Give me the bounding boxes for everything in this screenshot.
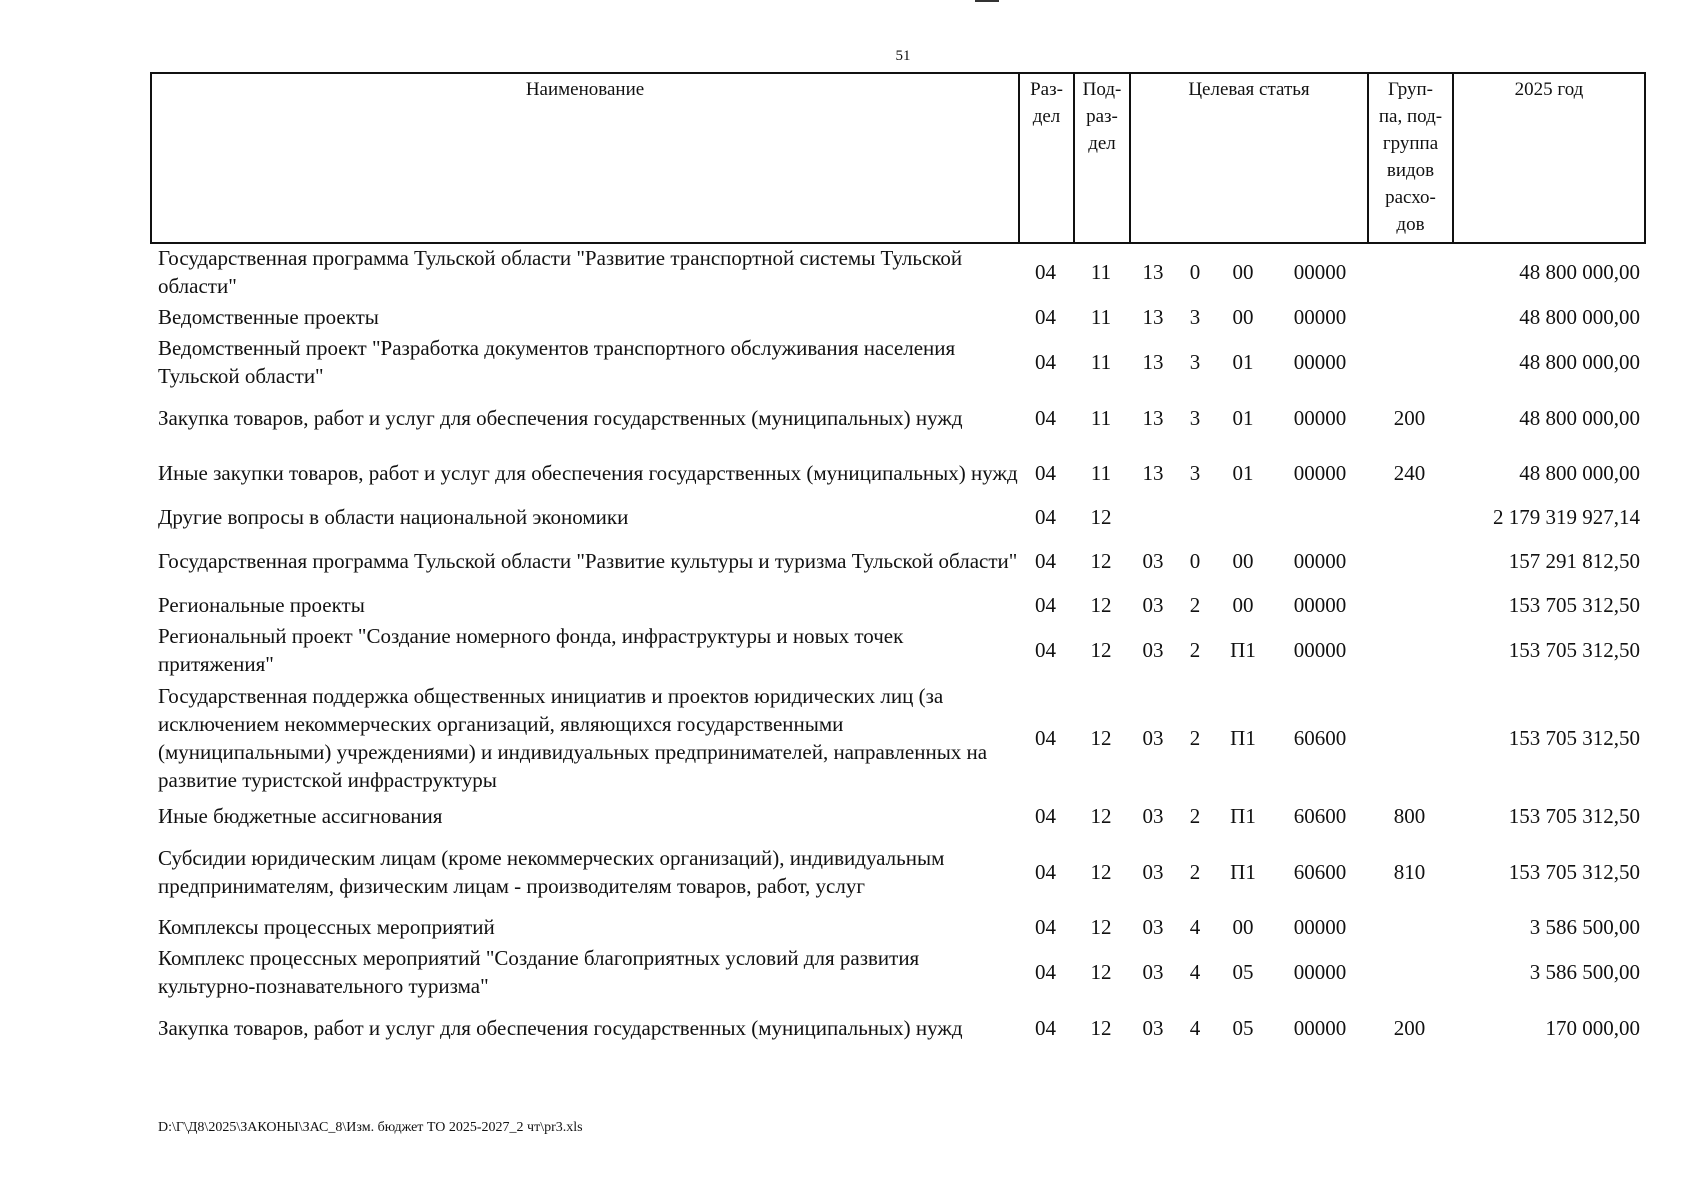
row-razdel: 04 [1035, 260, 1056, 284]
row-podrazdel: 12 [1090, 593, 1112, 617]
row-target-event: П1 [1230, 638, 1256, 662]
row-podrazdel: 12 [1090, 726, 1112, 750]
table-row [152, 678, 1644, 798]
row-amount: 170 000,00 [1545, 1016, 1640, 1040]
row-amount: 48 800 000,00 [1519, 406, 1640, 430]
row-expense-group [1367, 534, 1452, 588]
row-expense-group: 200 [1393, 1016, 1426, 1040]
row-target-type: 0 [1189, 549, 1201, 573]
row-amount: 157 291 812,50 [1508, 549, 1640, 573]
header-target-article: Целевая статья [1130, 73, 1368, 243]
row-podrazdel: 11 [1090, 260, 1112, 284]
row-target-program: 03 [1142, 638, 1164, 662]
row-target-program: 03 [1142, 726, 1164, 750]
row-amount: 48 800 000,00 [1519, 260, 1640, 284]
row-podrazdel: 11 [1090, 461, 1112, 485]
row-razdel: 04 [1035, 549, 1056, 573]
row-target-direction: 00000 [1293, 593, 1347, 617]
row-target-event: 05 [1232, 960, 1254, 984]
row-name: Закупка товаров, работ и услуг для обеспечения государственных (муниципальных) нужд [158, 406, 963, 430]
table-row [152, 622, 1644, 678]
row-name: Комплексы процессных мероприятий [158, 915, 495, 939]
row-target-program: 03 [1142, 1016, 1164, 1040]
row-target-program: 13 [1142, 350, 1164, 374]
row-razdel: 04 [1035, 960, 1056, 984]
row-amount: 2 179 319 927,14 [1493, 505, 1640, 529]
row-razdel: 04 [1035, 638, 1056, 662]
row-name: Комплекс процессных мероприятий "Создание благоприятных условий для развития культурно-познавательного туризма" [158, 946, 920, 998]
row-expense-group [1367, 910, 1452, 944]
row-amount: 48 800 000,00 [1519, 461, 1640, 485]
row-amount: 48 800 000,00 [1519, 350, 1640, 374]
row-amount: 153 705 312,50 [1508, 593, 1640, 617]
row-name: Государственная программа Тульской области "Развитие транспортной системы Тульской области" [158, 246, 963, 298]
table-row [152, 300, 1644, 334]
row-name: Субсидии юридическим лицам (кроме некоммерческих организаций), индивидуальным предпринимателям, физическим лицам - производителям товаров, работ, услуг [158, 846, 945, 898]
row-name: Ведомственный проект "Разработка документов транспортного обслуживания населения Тульской области" [158, 336, 956, 388]
row-podrazdel: 12 [1090, 860, 1112, 884]
row-podrazdel: 12 [1090, 960, 1112, 984]
row-podrazdel: 11 [1090, 406, 1112, 430]
row-expense-group [1367, 500, 1452, 534]
table-row [152, 588, 1644, 622]
row-expense-group [1367, 300, 1452, 334]
row-target-program: 03 [1142, 960, 1164, 984]
row-podrazdel: 11 [1090, 350, 1112, 374]
row-target-event: 00 [1232, 915, 1254, 939]
budget-table [152, 244, 1644, 1056]
row-expense-group: 200 [1393, 406, 1426, 430]
row-target-program: 13 [1142, 260, 1164, 284]
row-name: Ведомственные проекты [158, 305, 379, 329]
row-target-program: 03 [1142, 804, 1164, 828]
row-target-type: 3 [1189, 461, 1201, 485]
row-razdel: 04 [1035, 505, 1056, 529]
row-target-event: 01 [1232, 461, 1254, 485]
row-target-program: 13 [1142, 461, 1164, 485]
row-podrazdel: 12 [1090, 638, 1112, 662]
table-row [152, 910, 1644, 944]
row-target-program: 03 [1142, 860, 1164, 884]
page-number: 51 [895, 48, 911, 64]
table-row [152, 446, 1644, 500]
table-row [152, 944, 1644, 1000]
row-target-program: 03 [1142, 549, 1164, 573]
row-expense-group [1367, 622, 1452, 678]
header-expense-group: Груп- па, под- группа видов расхо- дов [1368, 73, 1453, 243]
row-podrazdel: 11 [1090, 305, 1112, 329]
row-target-type: 2 [1189, 638, 1201, 662]
row-razdel: 04 [1035, 726, 1056, 750]
row-amount: 153 705 312,50 [1508, 860, 1640, 884]
row-target-direction: 00000 [1293, 461, 1347, 485]
row-target-event: П1 [1230, 804, 1256, 828]
row-razdel: 04 [1035, 305, 1056, 329]
row-target-direction: 00000 [1293, 960, 1347, 984]
row-target-type [1177, 500, 1213, 534]
row-target-type: 3 [1189, 350, 1201, 374]
row-name: Региональный проект "Создание номерного фонда, инфраструктуры и новых точек притяжения" [158, 624, 904, 676]
row-expense-group [1367, 244, 1452, 300]
row-target-type: 4 [1189, 915, 1201, 939]
row-amount: 153 705 312,50 [1508, 726, 1640, 750]
row-podrazdel: 12 [1090, 549, 1112, 573]
header-name: Наименование [151, 73, 1019, 243]
row-target-event [1213, 500, 1273, 534]
row-razdel: 04 [1035, 1016, 1056, 1040]
row-target-event: 00 [1232, 260, 1254, 284]
row-podrazdel: 12 [1090, 915, 1112, 939]
row-target-direction: 00000 [1293, 260, 1347, 284]
row-target-type: 2 [1189, 726, 1201, 750]
row-target-direction: 60600 [1293, 804, 1347, 828]
table-row [152, 1000, 1644, 1056]
table-row [152, 534, 1644, 588]
row-name: Иные бюджетные ассигнования [158, 804, 443, 828]
row-podrazdel: 12 [1090, 804, 1112, 828]
row-podrazdel: 12 [1090, 1016, 1112, 1040]
row-target-direction: 00000 [1293, 305, 1347, 329]
table-header [150, 72, 1646, 244]
row-amount: 3 586 500,00 [1529, 915, 1640, 939]
row-target-direction [1273, 500, 1367, 534]
row-target-direction: 00000 [1293, 1016, 1347, 1040]
row-target-direction: 00000 [1293, 406, 1347, 430]
row-name: Иные закупки товаров, работ и услуг для обеспечения государственных (муниципальных) нужд [158, 461, 1018, 485]
row-expense-group: 240 [1393, 461, 1426, 485]
table-row [152, 244, 1644, 300]
row-razdel: 04 [1035, 406, 1056, 430]
row-expense-group [1367, 944, 1452, 1000]
row-razdel: 04 [1035, 461, 1056, 485]
row-target-program: 13 [1142, 305, 1164, 329]
row-target-program: 13 [1142, 406, 1164, 430]
row-razdel: 04 [1035, 804, 1056, 828]
header-razdel: Раз- дел [1019, 73, 1074, 243]
table-row [152, 798, 1644, 834]
row-target-direction: 00000 [1293, 638, 1347, 662]
row-target-program: 03 [1142, 915, 1164, 939]
row-target-type: 2 [1189, 593, 1201, 617]
row-target-program: 03 [1142, 593, 1164, 617]
row-target-event: 01 [1232, 350, 1254, 374]
row-target-direction: 00000 [1293, 549, 1347, 573]
row-target-direction: 60600 [1293, 860, 1347, 884]
row-name: Другие вопросы в области национальной экономики [158, 505, 629, 529]
row-expense-group [1367, 678, 1452, 798]
row-target-event: 00 [1232, 305, 1254, 329]
row-amount: 153 705 312,50 [1508, 638, 1640, 662]
row-target-type: 4 [1189, 1016, 1201, 1040]
row-target-type: 4 [1189, 960, 1201, 984]
row-amount: 48 800 000,00 [1519, 305, 1640, 329]
table-row [152, 500, 1644, 534]
row-target-event: П1 [1230, 726, 1256, 750]
row-name: Региональные проекты [158, 593, 365, 617]
row-expense-group: 800 [1393, 804, 1426, 828]
row-name: Государственная программа Тульской области "Развитие культуры и туризма Тульской области" [158, 549, 1018, 573]
row-target-type: 2 [1189, 860, 1201, 884]
row-target-type: 3 [1189, 406, 1201, 430]
row-amount: 153 705 312,50 [1508, 804, 1640, 828]
table-row [152, 334, 1644, 390]
row-target-event: 00 [1232, 593, 1254, 617]
file-path-footer: D:\Г\Д8\2025\ЗАКОНЫ\ЗАС_8\Изм. бюджет ТО 2025-2027_2 чт\pr3.xls [158, 1120, 583, 1135]
top-edge-mark [975, 0, 999, 2]
row-expense-group: 810 [1393, 860, 1426, 884]
table-row [152, 390, 1644, 446]
row-amount: 3 586 500,00 [1529, 960, 1640, 984]
table-row [152, 834, 1644, 910]
row-target-type: 2 [1189, 804, 1201, 828]
row-target-type: 0 [1189, 260, 1201, 284]
row-target-program [1129, 500, 1177, 534]
row-razdel: 04 [1035, 860, 1056, 884]
row-target-type: 3 [1189, 305, 1201, 329]
row-target-direction: 60600 [1293, 726, 1347, 750]
row-target-event: 00 [1232, 549, 1254, 573]
row-razdel: 04 [1035, 915, 1056, 939]
row-podrazdel: 12 [1090, 505, 1112, 529]
row-target-direction: 00000 [1293, 350, 1347, 374]
header-podrazdel: Под- раз- дел [1074, 73, 1130, 243]
row-razdel: 04 [1035, 350, 1056, 374]
row-expense-group [1367, 334, 1452, 390]
row-name: Закупка товаров, работ и услуг для обеспечения государственных (муниципальных) нужд [158, 1016, 963, 1040]
row-razdel: 04 [1035, 593, 1056, 617]
row-target-event: 01 [1232, 406, 1254, 430]
row-target-event: 05 [1232, 1016, 1254, 1040]
row-expense-group [1367, 588, 1452, 622]
row-name: Государственная поддержка общественных инициатив и проектов юридических лиц (за исключением некоммерческих организаций, являющихся государственными (муниципальными) учреждениями) и индивидуальных предпринимателей, направленных на развитие туристской инфраструктуры [158, 684, 988, 792]
row-target-event: П1 [1230, 860, 1256, 884]
row-target-direction: 00000 [1293, 915, 1347, 939]
header-year: 2025 год [1453, 73, 1645, 243]
